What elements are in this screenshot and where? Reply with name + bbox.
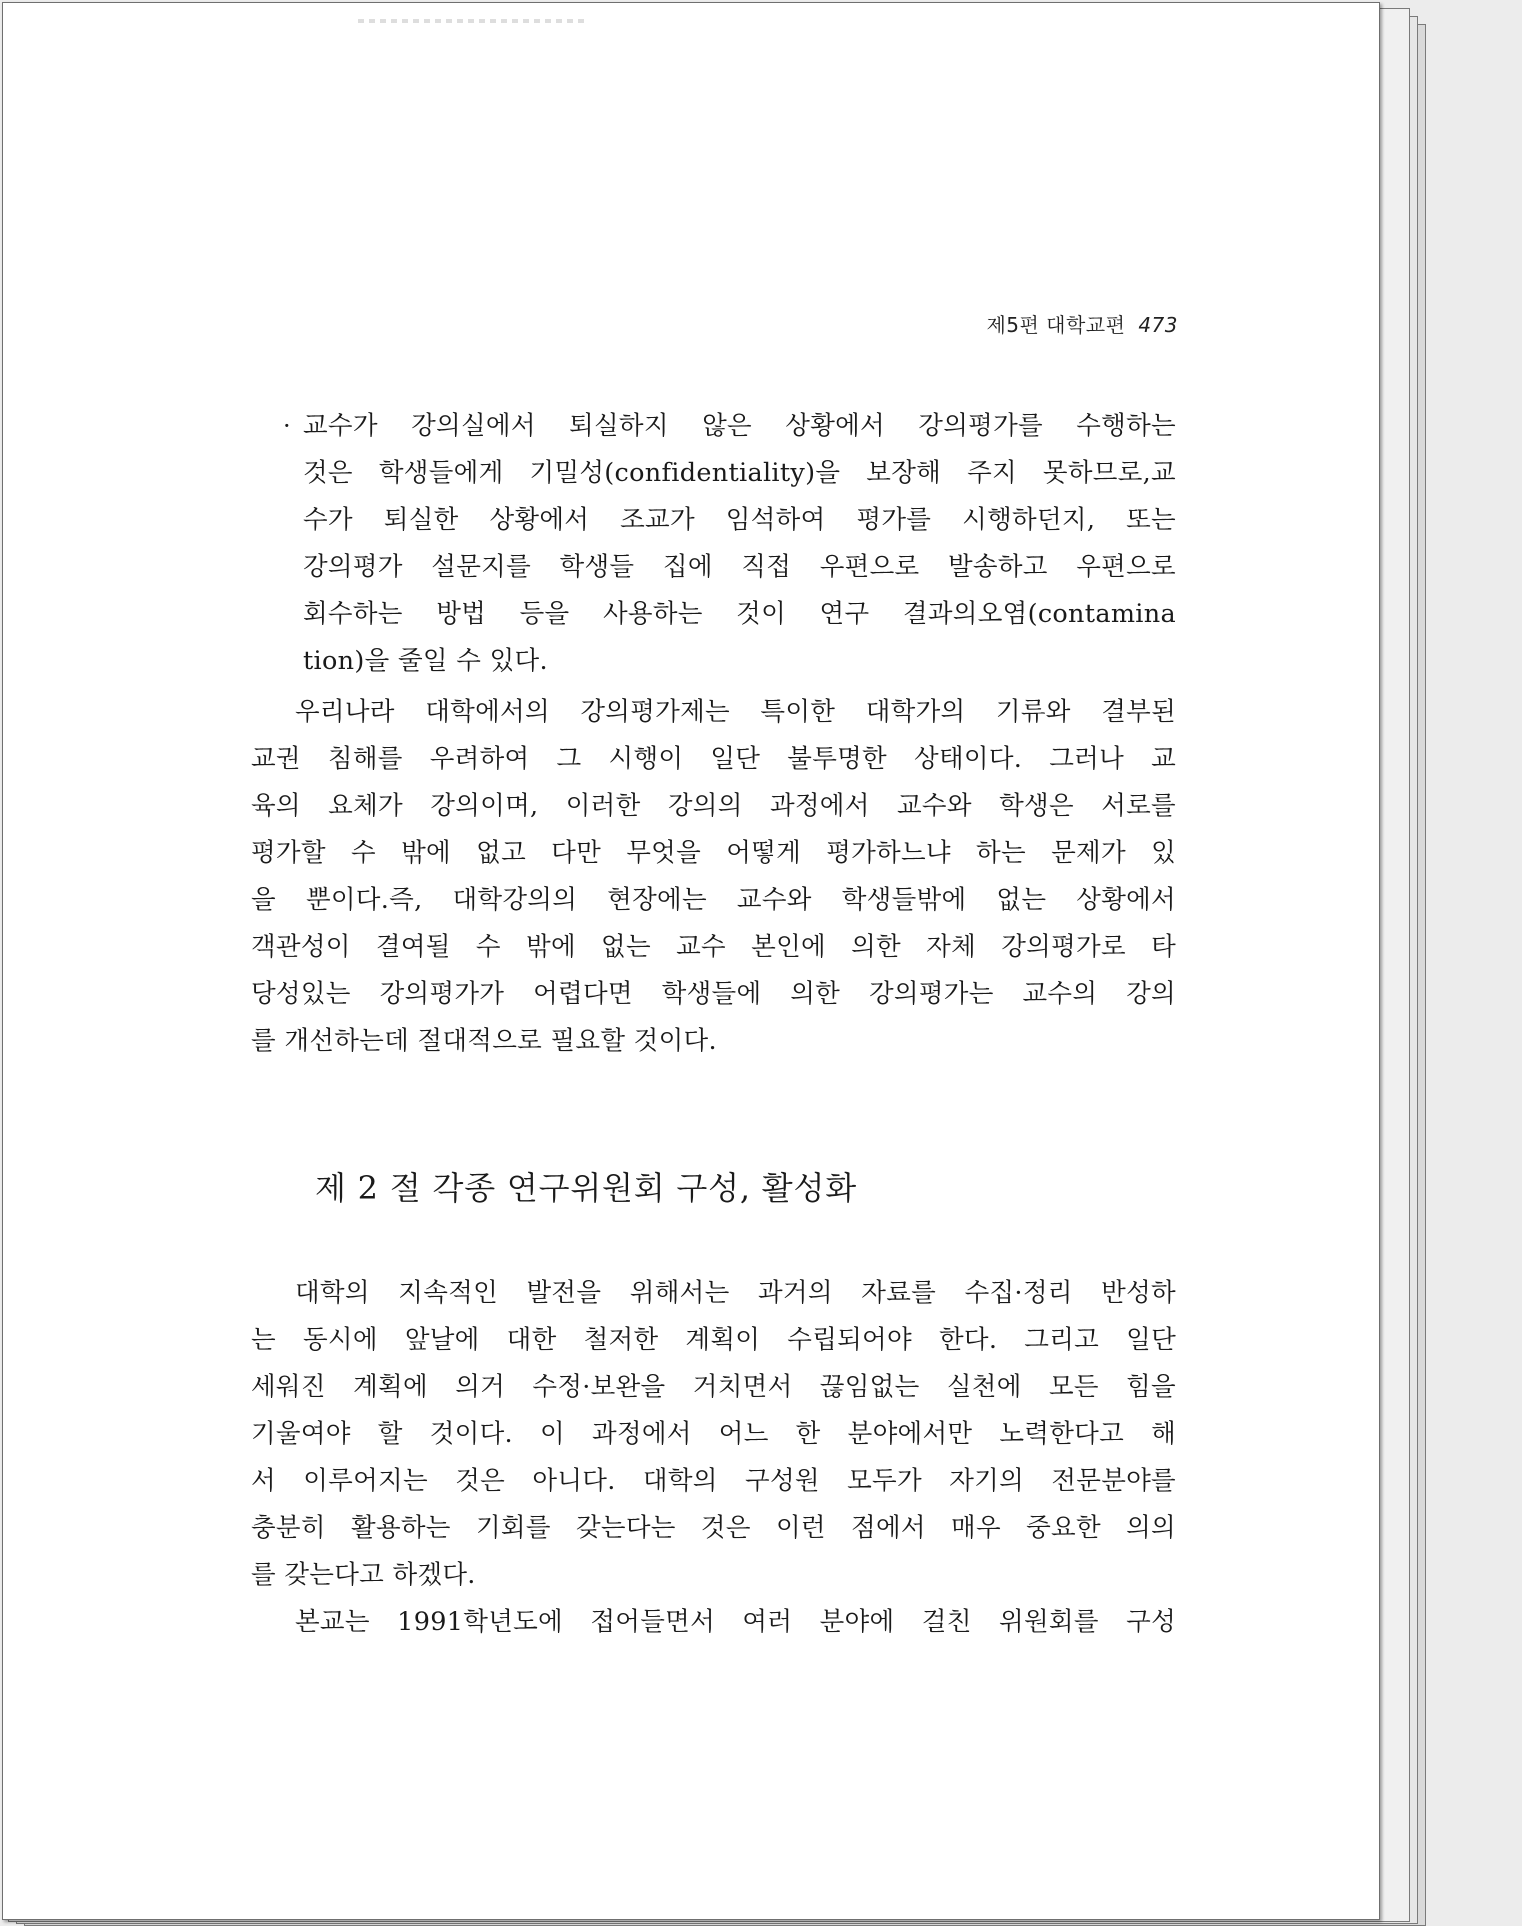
bullet-line: 수가 퇴실한 상황에서 조교가 임석하여 평가를 시행하던지, 또는: [303, 505, 1176, 535]
paragraph-line: 을 뿐이다.즉, 대학강의의 현장에는 교수와 학생들밖에 없는 상황에서: [251, 885, 1176, 915]
bullet-line: 회수하는 방법 등을 사용하는 것이 연구 결과의오염(contamina: [303, 599, 1176, 629]
paragraph-line: 는 동시에 앞날에 대한 철저한 계획이 수립되어야 한다. 그리고 일단: [251, 1325, 1176, 1355]
paragraph-line: 를 갖는다고 하겠다.: [251, 1560, 476, 1590]
paragraph-line: 육의 요체가 강의이며, 이러한 강의의 과정에서 교수와 학생은 서로를: [251, 791, 1176, 821]
bullet-line: 교수가 강의실에서 퇴실하지 않은 상황에서 강의평가를 수행하는: [303, 411, 1176, 441]
section-heading: 제 2 절 각종 연구위원회 구성, 활성화: [315, 1169, 857, 1207]
bullet-line: 강의평가 설문지를 학생들 집에 직접 우편으로 발송하고 우편으로: [303, 552, 1176, 582]
paragraph-line: 당성있는 강의평가가 어렵다면 학생들에 의한 강의평가는 교수의 강의: [251, 979, 1176, 1009]
paragraph-line: 교권 침해를 우려하여 그 시행이 일단 불투명한 상태이다. 그러나 교: [251, 744, 1176, 774]
bullet-line: 것은 학생들에게 기밀성(confidentiality)을 보장해 주지 못하므로,교: [303, 458, 1176, 488]
running-head: [903, 309, 1178, 338]
bullet-mark: ·: [283, 412, 291, 440]
paragraph-line: 기울여야 할 것이다. 이 과정에서 어느 한 분야에서만 노력한다고 해: [251, 1419, 1176, 1449]
bullet-line: tion)을 줄일 수 있다.: [303, 646, 548, 676]
paragraph-line: 세워진 계획에 의거 수정·보완을 거치면서 끊임없는 실천에 모든 힘을: [251, 1372, 1176, 1402]
running-head-title: 제5편 대학교편: [986, 313, 1126, 337]
document-page: [2, 2, 1380, 1920]
paragraph-line: 충분히 활용하는 기회를 갖는다는 것은 이런 점에서 매우 중요한 의의: [251, 1513, 1176, 1543]
paragraph-line: 서 이루어지는 것은 아니다. 대학의 구성원 모두가 자기의 전문분야를: [251, 1466, 1176, 1496]
scan-artifact: [358, 19, 588, 23]
paragraph-line: 대학의 지속적인 발전을 위해서는 과거의 자료를 수집·정리 반성하: [295, 1278, 1176, 1308]
paragraph-line: 평가할 수 밖에 없고 다만 무엇을 어떻게 평가하느냐 하는 문제가 있: [251, 838, 1176, 868]
paragraph-line: 우리나라 대학에서의 강의평가제는 특이한 대학가의 기류와 결부된: [295, 697, 1176, 727]
page-number: 473: [1138, 313, 1178, 337]
paragraph-line: 를 개선하는데 절대적으로 필요할 것이다.: [251, 1026, 717, 1056]
paragraph-line: 객관성이 결여될 수 밖에 없는 교수 본인에 의한 자체 강의평가로 타: [251, 932, 1176, 962]
paragraph-line: 본교는 1991학년도에 접어들면서 여러 분야에 걸친 위원회를 구성: [295, 1607, 1176, 1637]
